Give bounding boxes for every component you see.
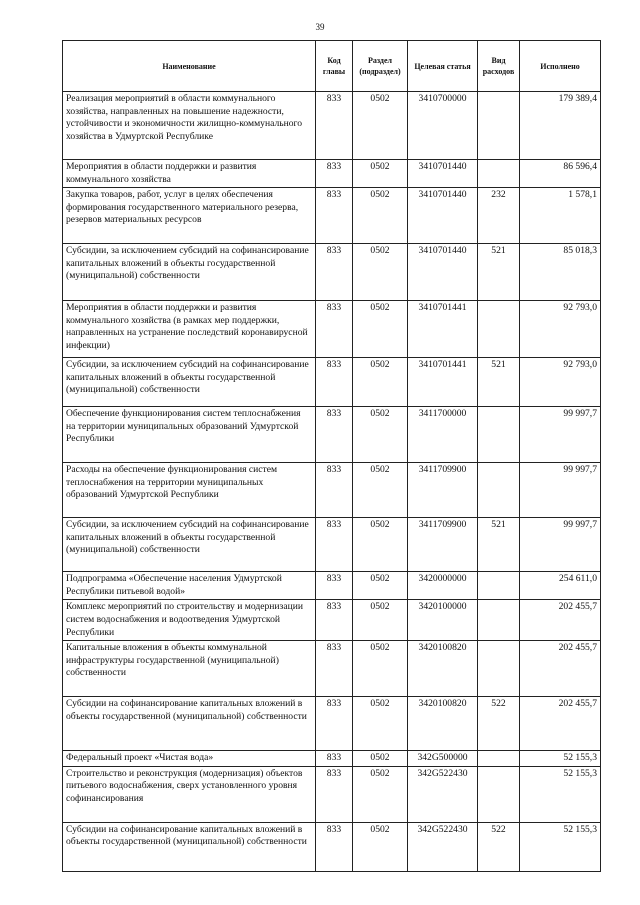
table-row [63,188,601,244]
header-target-article: Целевая статья [408,41,478,92]
row-name: Мероприятия в области поддержки и развития коммунального хозяйства [63,160,316,188]
row-name: Строительство и реконструкция (модернизация) объектов питьевого водоснабжения, сверх установленного уровня софинансирования [63,766,316,822]
row-target-article: 342G522430 [408,822,478,871]
row-chapter-code: 833 [316,697,353,751]
table-row [63,244,601,301]
row-section: 0502 [353,188,408,244]
row-target-article: 3420100820 [408,641,478,697]
row-chapter-code: 833 [316,766,353,822]
row-chapter-code: 833 [316,358,353,407]
row-executed: 99 997,7 [520,518,601,572]
row-section: 0502 [353,518,408,572]
row-expense-type: 232 [478,188,520,244]
row-chapter-code: 833 [316,160,353,188]
row-target-article: 3420100000 [408,600,478,641]
table-row [63,641,601,697]
table-row [63,822,601,871]
row-executed: 202 455,7 [520,600,601,641]
table-row [63,160,601,188]
row-target-article: 3410701440 [408,160,478,188]
table-row [63,697,601,751]
row-section: 0502 [353,572,408,600]
row-executed: 1 578,1 [520,188,601,244]
row-expense-type [478,766,520,822]
row-expense-type [478,572,520,600]
table-body [63,92,601,872]
row-chapter-code: 833 [316,463,353,518]
row-expense-type: 522 [478,822,520,871]
row-executed: 85 018,3 [520,244,601,301]
row-chapter-code: 833 [316,188,353,244]
row-target-article: 3410701440 [408,244,478,301]
row-target-article: 3411700000 [408,407,478,463]
row-chapter-code: 833 [316,641,353,697]
row-expense-type [478,641,520,697]
row-executed: 99 997,7 [520,463,601,518]
row-executed: 52 155,3 [520,751,601,767]
page-number: 39 [315,22,325,32]
row-expense-type [478,751,520,767]
row-chapter-code: 833 [316,572,353,600]
row-executed: 202 455,7 [520,697,601,751]
row-name: Субсидии, за исключением субсидий на софинансирование капитальных вложений в объекты государственной (муниципальной) собственности [63,244,316,301]
row-name: Закупка товаров, работ, услуг в целях обеспечения формирования государственного материального резерва, резервов материальных ресурсов [63,188,316,244]
row-section: 0502 [353,301,408,358]
row-name: Субсидии, за исключением субсидий на софинансирование капитальных вложений в объекты государственной (муниципальной) собственности [63,358,316,407]
row-expense-type: 522 [478,697,520,751]
row-executed: 86 596,4 [520,160,601,188]
row-chapter-code: 833 [316,518,353,572]
row-executed: 202 455,7 [520,641,601,697]
row-target-article: 3410700000 [408,92,478,160]
table-row [63,92,601,160]
row-section: 0502 [353,751,408,767]
row-chapter-code: 833 [316,244,353,301]
row-chapter-code: 833 [316,600,353,641]
header-section: Раздел (подраздел) [353,41,408,92]
row-target-article: 3410701440 [408,188,478,244]
table-row [63,572,601,600]
row-target-article: 342G522430 [408,766,478,822]
row-section: 0502 [353,244,408,301]
table-row [63,766,601,822]
row-chapter-code: 833 [316,301,353,358]
row-chapter-code: 833 [316,751,353,767]
expenditure-table [62,40,601,872]
row-section: 0502 [353,407,408,463]
header-expense-type: Вид расходов [478,41,520,92]
row-name: Расходы на обеспечение функционирования систем теплоснабжения на территории муниципальных образований Удмуртской Республики [63,463,316,518]
row-target-article: 342G500000 [408,751,478,767]
row-target-article: 3420000000 [408,572,478,600]
row-target-article: 3420100820 [408,697,478,751]
row-name: Подпрограмма «Обеспечение населения Удмуртской Республики питьевой водой» [63,572,316,600]
row-name: Субсидии на софинансирование капитальных вложений в объекты государственной (муниципальной) собственности [63,697,316,751]
row-expense-type: 521 [478,358,520,407]
row-executed: 179 389,4 [520,92,601,160]
header-executed: Исполнено [520,41,601,92]
row-expense-type [478,92,520,160]
table-row [63,518,601,572]
row-name: Мероприятия в области поддержки и развития коммунального хозяйства (в рамках мер поддержки, направленных на устранение последствий коронавирусной инфекции) [63,301,316,358]
row-target-article: 3411709900 [408,518,478,572]
header-chapter-code: Код главы [316,41,353,92]
row-expense-type [478,301,520,358]
row-executed: 52 155,3 [520,766,601,822]
row-expense-type [478,463,520,518]
header-name: Наименование [63,41,316,92]
row-section: 0502 [353,641,408,697]
row-name: Федеральный проект «Чистая вода» [63,751,316,767]
row-executed: 92 793,0 [520,301,601,358]
row-section: 0502 [353,463,408,518]
row-section: 0502 [353,358,408,407]
row-section: 0502 [353,92,408,160]
row-target-article: 3410701441 [408,358,478,407]
table-row [63,463,601,518]
row-section: 0502 [353,766,408,822]
row-name: Реализация мероприятий в области коммунального хозяйства, направленных на повышение надежности, устойчивости и экономичности жилищно-коммунального хозяйства в Удмуртской Республике [63,92,316,160]
row-section: 0502 [353,160,408,188]
row-target-article: 3411709900 [408,463,478,518]
row-name: Обеспечение функционирования систем теплоснабжения на территории муниципальных образований Удмуртской Республики [63,407,316,463]
row-executed: 92 793,0 [520,358,601,407]
table-row [63,358,601,407]
row-executed: 99 997,7 [520,407,601,463]
row-executed: 254 611,0 [520,572,601,600]
table-row [63,751,601,767]
row-section: 0502 [353,822,408,871]
row-expense-type [478,407,520,463]
row-name: Капитальные вложения в объекты коммунальной инфраструктуры государственной (муниципальной) собственности [63,641,316,697]
table-row [63,301,601,358]
row-section: 0502 [353,697,408,751]
row-name: Комплекс мероприятий по строительству и модернизации систем водоснабжения и водоотведения Удмуртской Республики [63,600,316,641]
row-target-article: 3410701441 [408,301,478,358]
row-chapter-code: 833 [316,407,353,463]
row-name: Субсидии, за исключением субсидий на софинансирование капитальных вложений в объекты государственной (муниципальной) собственности [63,518,316,572]
row-expense-type [478,160,520,188]
table-header-row [63,41,601,92]
row-expense-type: 521 [478,518,520,572]
row-chapter-code: 833 [316,92,353,160]
row-chapter-code: 833 [316,822,353,871]
row-name: Субсидии на софинансирование капитальных вложений в объекты государственной (муниципальной) собственности [63,822,316,871]
row-executed: 52 155,3 [520,822,601,871]
row-expense-type: 521 [478,244,520,301]
row-expense-type [478,600,520,641]
table-row [63,600,601,641]
row-section: 0502 [353,600,408,641]
table-row [63,407,601,463]
